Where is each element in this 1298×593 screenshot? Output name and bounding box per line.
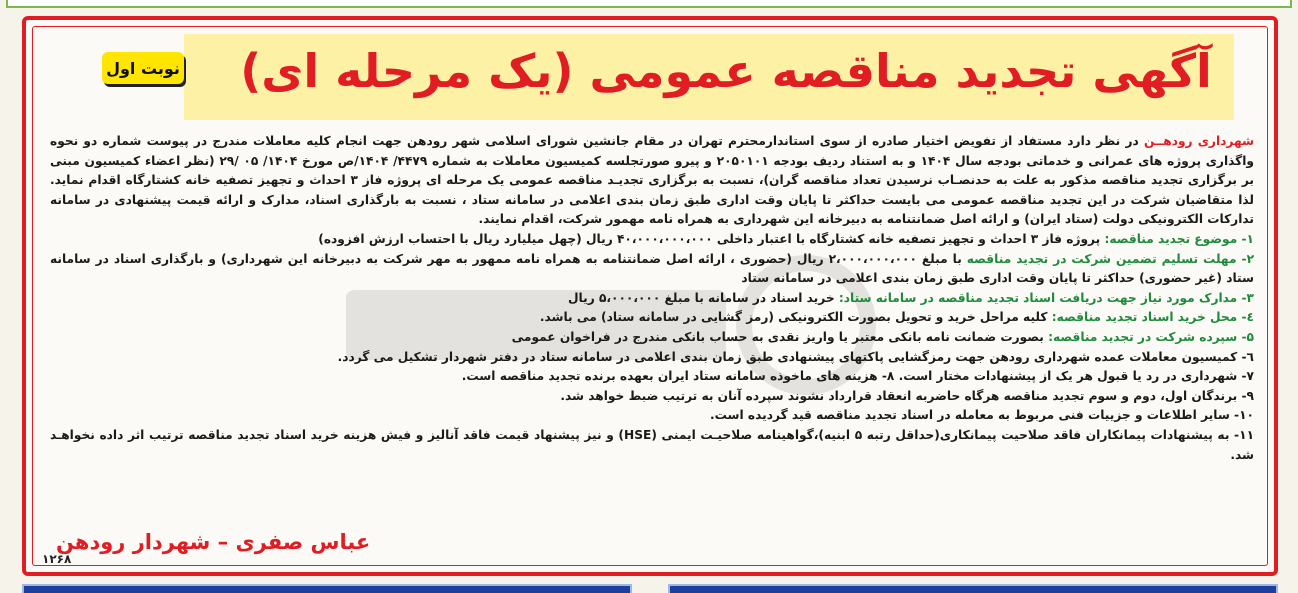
notice-body bbox=[50, 132, 1254, 465]
list-item: ۹- برندگان اول، دوم و سوم تجدید مناقصه هرگاه حاضربه انعقاد قرارداد نشوند سپرده آنان به ترتیب ضبط خواهد شد. bbox=[560, 388, 1254, 403]
item-text: خرید اسناد در سامانه با مبلغ ۵،۰۰۰،۰۰۰ ریال bbox=[567, 290, 839, 305]
signature: عباس صفری – شهردار رودهن bbox=[56, 530, 371, 554]
list-item bbox=[50, 289, 1254, 309]
list-item: ۱۱- به پیشنهادات پیمانکاران فاقد صلاحیت پیمانکاری(حداقل رتبه ۵ ابنیه)،گواهینامه صلاحیـت ایمنی (HSE) و نیز پیشنهاد قیمت فاقد آنالیز و فیش هزینه خرید اسناد تجدید مناقصه ترتیب اثر داده نخواهـد شد. bbox=[50, 427, 1255, 462]
lead-organization: شهرداری رودهــن bbox=[1143, 134, 1254, 148]
round-badge: نوبت اول bbox=[102, 52, 184, 84]
list-item: ۷- شهرداری در رد یا قبول هر یک از پیشنهادات مختار است. ۸- هزینه های ماخوذه سامانه ستاد ایران بعهده برنده تجدید مناقصه است. bbox=[461, 369, 1254, 384]
list-item bbox=[50, 328, 1254, 348]
item-text: با مبلغ ۲،۰۰۰،۰۰۰،۰۰۰ ریال (حضوری ، ارائه اصل ضمانتنامه به همراه نامه ممهور به مهر شرکت به دبیرخانه این شهرداری) و بارگذاری اسناد در سامانه ستاد (غیر حضوری) حداکثر تا پایان وقت اداری طبق زمان بندی اعلامی در سامانه ستاد bbox=[50, 251, 1254, 286]
item-title: ۳- مدارک مورد نیاز جهت دریافت اسناد تجدید مناقصه در سامانه ستاد: bbox=[838, 290, 1254, 305]
bottom-right-strip bbox=[668, 584, 1278, 593]
intro-text: در نظر دارد مستفاد از تفویض اختیار صادره از سوی استاندارمحترم تهران در مقام جانشین شورای اسلامی شهر رودهن جهت انجام کلیه معاملات مندرج در پیوست شماره دو نحوه واگذاری پروژه های عمرانی و خدماتی بودجه سال ۱۴۰۴ و به استناد ردیف بودجه ۲۰۵۰۱۰۱ و پیرو صورتجلسه کمیسیون معاملات به شماره ۴۴۷۹/ ۱۴۰۴/ص مورخ ۱۴۰۴/ ۰۵ /۲۹ (نظر اعضاء کمیسیون مبنی بر برگزاری تجدید مناقصه مذکور به علت به حدنصـاب نرسیدن تعداد مناقصه گران)، نسبت به برگزاری تجدیـد مناقصه عمومی یک مرحله ای پروژه فاز ۳ احداث و تجهیز تصفیه خانه کشتارگاه اقدام نماید. لذا متقاضیان شرکت در این تجدید مناقصه عمومی می بایست حداکثر تا پایان وقت اداری طبق زمان بندی اعلامی در سامانه ستاد ، نسبت به بارگذاری اسناد، مدارک و ارائه قیمت پیشنهادی در سامانه تدارکات الکترونیکی دولت (ستاد ایران) و ارائه اصل ضمانتنامه به دبیرخانه این شهرداری به همراه نامه مهمور شرکت، اقدام نمایند. bbox=[50, 134, 1255, 227]
ad-number: ۱۲۶۸ bbox=[42, 552, 72, 566]
item-text: پروژه فاز ۳ احداث و تجهیز تصفیه خانه کشتارگاه با اعتبار داخلی ۴۰،۰۰۰،۰۰۰،۰۰۰ ریال (چهل میلیارد ریال با احتساب ارزش افزوده) bbox=[318, 231, 1105, 246]
top-border-strip bbox=[6, 0, 1292, 8]
item-title: ۵- سپرده شرکت در تجدید مناقصه: bbox=[1048, 329, 1254, 344]
item-text: بصورت ضمانت نامه بانکی معتبر یا واریز نقدی به حساب بانکی مندرج در فراخوان عمومی bbox=[511, 329, 1049, 344]
intro-paragraph bbox=[50, 132, 1254, 230]
item-title: ۲- مهلت تسلیم تضمین شرکت در تجدید مناقصه bbox=[966, 251, 1255, 266]
bottom-left-strip bbox=[22, 584, 632, 593]
list-item: ٦- کمیسیون معاملات عمده شهرداری رودهن جهت رمزگشایی پاکتهای پیشنهادی طبق زمان بندی اعلامی در سامانه ستاد در دفتر شهردار تشکیل می گردد. bbox=[337, 349, 1254, 364]
list-item bbox=[50, 230, 1254, 250]
list-item: ۱۰- سایر اطلاعات و جزییات فنی مربوط به معامله در اسناد تجدید مناقصه قید گردیده است. bbox=[709, 408, 1254, 423]
list-item bbox=[50, 308, 1254, 328]
notice-title: آگهی تجدید مناقصه عمومی (یک مرحله ای) bbox=[240, 44, 1212, 98]
item-text: کلیه مراحل خرید و تحویل بصورت الکترونیکی (رمز گشایی در سامانه ستاد) می باشد. bbox=[539, 310, 1052, 325]
item-title: ۱- موضوع تجدید مناقصه: bbox=[1104, 231, 1254, 246]
item-title: ٤- محل خرید اسناد تجدید مناقصه: bbox=[1051, 310, 1254, 325]
notice-frame bbox=[22, 16, 1278, 576]
list-item bbox=[50, 250, 1254, 289]
